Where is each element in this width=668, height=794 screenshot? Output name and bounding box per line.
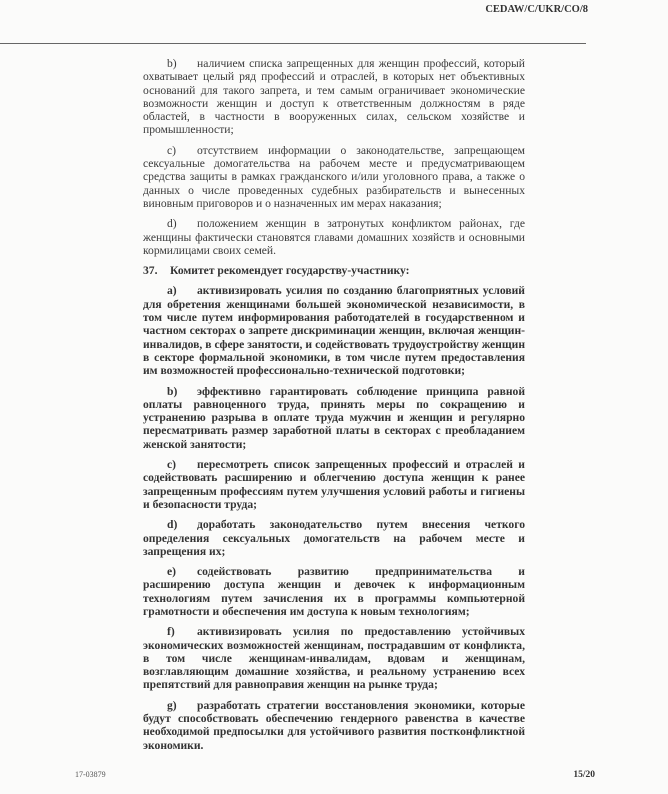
item-text: положением женщин в затронутых конфликтом районах, где женщины фактически становятся главами домашних хозяйств и основными кормилицами своих семей. [143, 217, 525, 257]
item-label: c) [167, 458, 177, 472]
list-item [143, 625, 525, 691]
item-label: d) [167, 518, 178, 532]
list-item [143, 699, 525, 752]
list-item [143, 565, 525, 618]
recommendation-section [143, 264, 525, 752]
list-item [143, 57, 525, 137]
page-footer [75, 770, 595, 794]
document-number: 17-03879 [75, 769, 106, 779]
list-item [143, 217, 525, 257]
paragraph-heading [143, 264, 525, 277]
intro-list [143, 57, 525, 257]
list-item [143, 144, 525, 210]
item-text: активизировать усилия по созданию благоприятных условий для обретения женщинами большей экономической независимости, в том числе путем информирования работодателей в государственном и частном секторах о запрете дискриминации женщин, включая женщин-инвалидов, в сфере занятости, и содействовать трудоустройству женщин в секторе формальной экономики, в том числе путем предоставления им возможностей профессионально-технической подготовки; [143, 284, 525, 378]
item-text: эффективно гарантировать соблюдение принципа равной оплаты равноценного труда, принять меры по сокращению и устранению разрыва в оплате труда мужчин и женщин и регулярно пересматривать размер заработной платы в секторах с преобладанием женской занятости; [143, 384, 525, 451]
item-label: g) [167, 698, 177, 712]
item-label: d) [167, 217, 177, 231]
list-item [143, 284, 525, 377]
item-text: разработать стратегии восстановления экономики, которые будут способствовать обеспечению гендерного равенства в качестве необходимой предпосылки для устойчивого развития постконфликтной экономики. [143, 698, 525, 752]
document-body [143, 0, 525, 752]
list-item [143, 385, 525, 451]
page-number: 15/20 [573, 769, 595, 780]
item-label: a) [167, 284, 177, 298]
item-text: содействовать развитию предпринимательства и расширению доступа женщин и девочек к информационным технологиям путем зачисления их в программы компьютерной грамотности и обеспечения им доступа к новым технологиям; [143, 565, 525, 618]
item-label: b) [167, 57, 177, 70]
item-label: e) [167, 565, 177, 579]
paragraph-number: 37. [143, 264, 158, 278]
item-text: наличием списка запрещенных для женщин профессий, который охватывает целый ряд профессий и отраслей, в которых нет объективных оснований для такого запрета, и тем самым ограничивает экономические возможности женщин и доступ к ответственным должностям в ряде областей, в частности в вооруженных силах, сельском хозяйстве и промышленности; [143, 57, 525, 137]
item-text: пересмотреть список запрещенных профессий и отраслей и содействовать расширению и облегчению доступа женщин к ранее запрещенным профессиям путем улучшения условий работы и гигиены и безопасности труда; [143, 458, 525, 511]
item-text: доработать законодательство путем внесения четкого определения сексуальных домогательств на рабочем месте и запрещения их; [143, 518, 525, 558]
item-label: c) [167, 143, 177, 157]
item-label: b) [167, 384, 178, 398]
item-label: f) [167, 625, 175, 639]
item-text: активизировать усилия по предоставлению устойчивых экономических возможностей женщинам, пострадавшим от конфликта, в том числе женщинам-инвалидам, вдовам и женщинам, возглавляющим домашние хозяйства, и реальному устранению всех препятствий для равноправия женщин на рынке труда; [143, 625, 525, 692]
list-item [143, 518, 525, 558]
list-item [143, 458, 525, 511]
paragraph-lead: Комитет рекомендует государству-участнику: [170, 264, 410, 278]
item-text: отсутствием информации о законодательстве, запрещающем сексуальные домогательства на рабочем месте и предусматривающем средства защиты в рамках гражданского и/или уголовного права, а также о данных о числе проведенных судебных разбирательств и вынесенных виновным приговоров и о назначенных им мерах наказания; [143, 143, 525, 210]
document-symbol: CEDAW/C/UKR/CO/8 [485, 4, 588, 15]
